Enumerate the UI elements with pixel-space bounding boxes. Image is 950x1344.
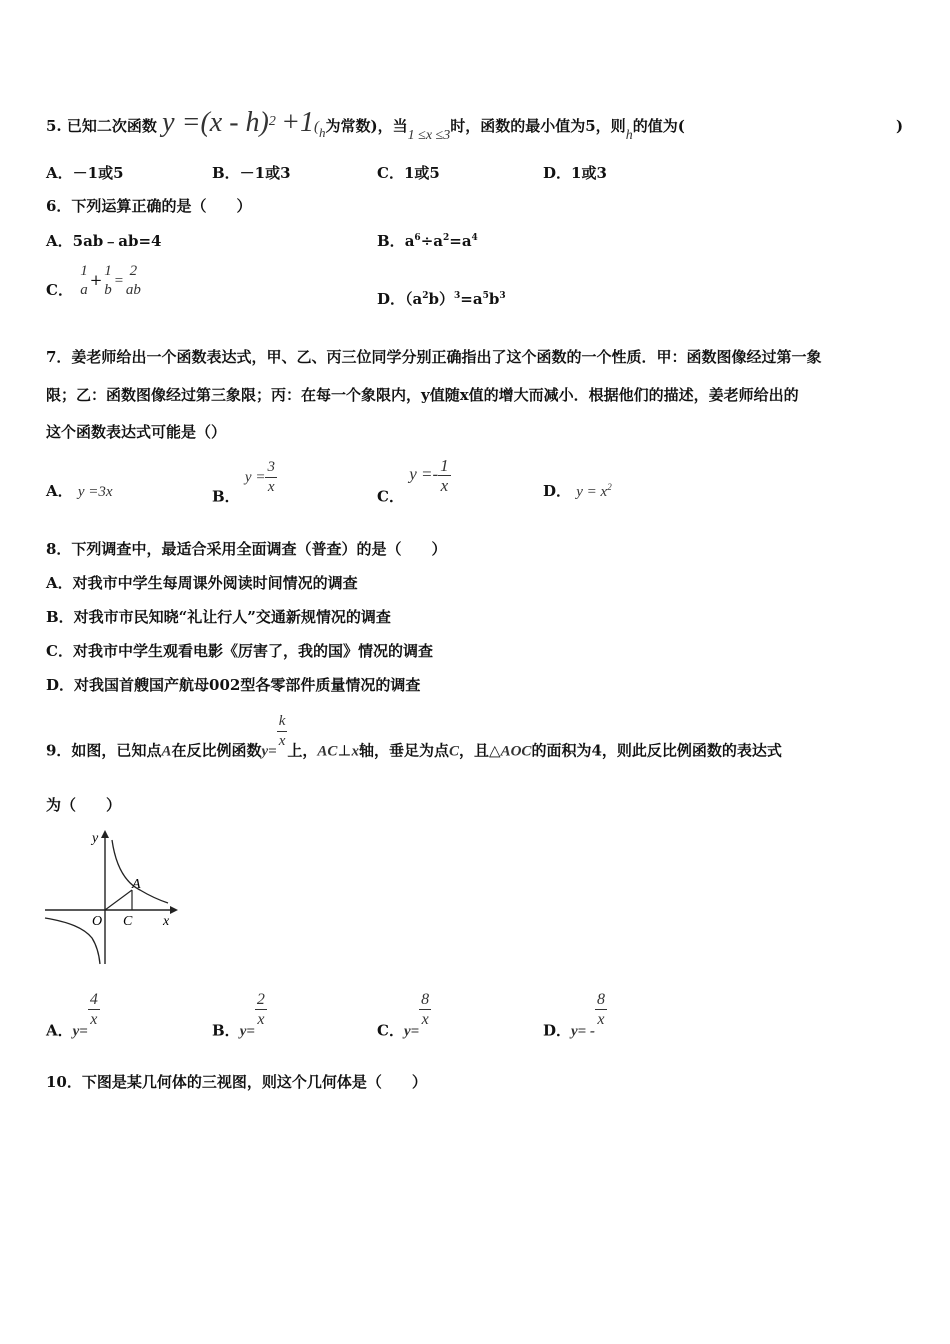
q9-mid3: 轴，垂足为点 — [359, 741, 450, 760]
q7-b-frac — [265, 458, 277, 497]
q6-b-base1: a — [404, 232, 415, 250]
q7-line-2: 限；乙：函数图像经过第三象限；丙：在每一个象限内，y值随x值的增大而减小．根据他们的描述，姜老师给出的 — [46, 386, 799, 404]
q7-d-exp: 2 — [607, 482, 612, 492]
label-o: O — [92, 914, 103, 929]
q9-line-2: 为（ ） — [46, 796, 122, 814]
q7-d-expr: y = x — [576, 484, 608, 500]
q7-line-3: 这个函数表达式可能是（） — [46, 423, 227, 441]
q9-d-num: 8 — [596, 991, 605, 1008]
q9-post: 的面积为4，则此反比例函数的表达式 — [531, 741, 782, 760]
q5-cond: 1 ≤x ≤3 — [407, 128, 451, 143]
q9-mid4: ，且△ — [459, 741, 501, 760]
q9-d-label: D． — [543, 1021, 572, 1040]
q9-point-c: C — [449, 743, 460, 760]
q9-d-den: x — [595, 1009, 607, 1029]
q6-b-base3: =a — [449, 232, 472, 250]
q7-d-label: D． — [543, 482, 572, 500]
q6-c-frac3-den: ab — [125, 282, 141, 298]
q7-c-frac — [438, 456, 451, 495]
q5-paren: ( — [314, 119, 320, 135]
q9-option-d — [543, 990, 607, 1041]
q6-d-exp4: 3 — [499, 291, 506, 301]
q9-c-label: C． — [377, 1021, 404, 1040]
q9-b-lhs: y= — [239, 1023, 255, 1040]
q6-option-a: A．5ab﹣ab=4 — [46, 232, 162, 250]
q7-line-1: 7．姜老师给出一个函数表达式，甲、乙、丙三位同学分别正确指出了这个函数的一个性质．甲：函数图像经过第一象 — [46, 348, 822, 366]
q9-xaxis: x — [351, 743, 360, 760]
q7-option-a — [46, 480, 113, 501]
label-c: C — [123, 914, 133, 929]
q8-option-b: B．对我市市民知晓“礼让行人”交通新规情况的调查 — [46, 608, 391, 626]
q8-option-c: C．对我市中学生观看电影《厉害了，我的国》情况的调查 — [46, 642, 433, 660]
q6-d-exp3: 5 — [482, 291, 489, 301]
q6-d-part2: b） — [428, 290, 455, 308]
q6-c-frac1-num: 1 — [80, 263, 88, 279]
q5-option-d: D．1或3 — [543, 164, 607, 182]
q9-a-num: 4 — [89, 991, 98, 1008]
q9-perp: ⊥ — [337, 741, 352, 760]
q7-b-num: 3 — [267, 459, 275, 475]
q9-c-lhs: y= — [403, 1023, 420, 1040]
q8-option-a: A．对我市中学生每周课外阅读时间情况的调查 — [46, 574, 358, 592]
q8-option-d: D．对我国首艘国产航母002型各零部件质量情况的调查 — [46, 676, 421, 694]
q5-pre: 已知二次函数 — [66, 117, 157, 135]
q5-h1: h — [319, 125, 326, 140]
q9-k: k — [278, 713, 286, 729]
q9-b-den: x — [255, 1009, 267, 1029]
q5-stem — [46, 107, 685, 146]
q6-c-label: C． — [46, 281, 73, 299]
q9-stem-frac — [277, 712, 288, 751]
q9-a-lhs: y= — [72, 1023, 88, 1040]
q6-d-exp1: 2 — [422, 291, 429, 301]
q9-a-label: A． — [46, 1021, 73, 1040]
q7-c-num: 1 — [440, 456, 449, 475]
q6-c-frac1 — [78, 262, 90, 300]
q9-c-den: x — [419, 1009, 431, 1029]
q9-ac: AC — [317, 743, 338, 760]
q6-c-frac2 — [102, 262, 114, 300]
q6-d-part3: =a — [460, 290, 483, 308]
q5-plus: +1 — [281, 107, 315, 138]
q7-c-den: x — [438, 475, 451, 495]
q9-a-den: x — [88, 1009, 100, 1029]
label-y: y — [92, 831, 99, 846]
q6-c-frac3-num: 2 — [129, 263, 138, 279]
q9-option-a — [46, 990, 100, 1041]
q5-mid: 时，函数的最小值为5，则 — [450, 117, 626, 135]
q5-note: 为常数)，当 — [325, 117, 408, 135]
q6-d-part1: （a — [405, 290, 423, 308]
q9-b-num: 2 — [256, 991, 265, 1008]
q5-number: 5. — [46, 117, 62, 135]
q9-x: x — [278, 733, 286, 749]
q9-y: y= — [261, 743, 277, 760]
segment-oa — [105, 890, 132, 910]
q9-a-frac — [88, 990, 100, 1029]
q5-option-a: A．－1或5 — [46, 164, 124, 182]
q6-c-frac2-den: b — [104, 282, 112, 298]
q9-mid2: 上， — [287, 741, 318, 760]
q9-stem — [46, 712, 782, 762]
q6-option-c: C． 1 a + 1 b = 2 ab — [46, 263, 141, 299]
q6-d-exp2: 3 — [454, 291, 461, 301]
q5-option-c: C．1或5 — [377, 164, 440, 182]
q9-pre: 9．如图，已知点 — [46, 741, 162, 760]
q7-b-lhs: y = — [244, 469, 266, 486]
q6-b-exp3: 4 — [471, 233, 478, 243]
q5-formula: y =(x - h) — [162, 107, 269, 138]
q9-b-frac — [255, 990, 267, 1029]
q7-a-label: A． — [46, 482, 73, 500]
label-a: A — [132, 877, 141, 892]
q9-point-a: A — [161, 743, 172, 760]
x-axis-arrow-icon — [170, 906, 178, 914]
q6-d-label: D． — [377, 290, 406, 308]
q9-c-num: 8 — [421, 991, 430, 1008]
q9-option-c — [377, 990, 431, 1041]
q7-c-label: C． — [377, 487, 404, 506]
q7-b-den: x — [265, 477, 277, 497]
q5-exp: 2 — [268, 114, 276, 129]
q6-b-label: B． — [377, 232, 405, 250]
q6-c-frac3 — [124, 262, 143, 300]
q5-close: ) — [896, 117, 904, 135]
q9-option-b — [212, 990, 267, 1041]
q10-stem: 10．下图是某几何体的三视图，则这个几何体是（ ） — [46, 1073, 427, 1091]
q6-option-b — [377, 230, 478, 251]
q8-stem: 8．下列调查中，最适合采用全面调查（普查）的是（ ） — [46, 540, 447, 558]
q7-option-b — [212, 458, 277, 507]
q7-a-expr: y =3x — [77, 484, 113, 500]
q7-c-lhs: y =- — [409, 464, 439, 484]
q7-option-c — [377, 456, 451, 507]
q5-post: 的值为( — [632, 117, 685, 135]
q9-b-label: B． — [212, 1021, 240, 1040]
q7-b-label: B． — [212, 487, 240, 506]
q7-option-d — [543, 480, 612, 501]
q6-c-frac1-den: a — [80, 282, 88, 298]
q6-c-frac2-num: 1 — [104, 263, 112, 279]
label-x: x — [163, 914, 170, 929]
q9-d-frac — [595, 990, 607, 1029]
q6-d-part4: b — [488, 290, 500, 308]
q6-b-exp1: 6 — [414, 233, 421, 243]
curve-branch-1 — [112, 840, 168, 903]
q9-graph — [44, 828, 179, 968]
q9-mid1: 在反比例函数 — [171, 741, 262, 760]
q9-c-frac — [419, 990, 431, 1029]
q6-stem: 6．下列运算正确的是（ ） — [46, 197, 252, 215]
y-axis-arrow-icon — [101, 830, 109, 838]
q6-b-exp2: 2 — [442, 233, 450, 243]
q6-option-d — [377, 288, 506, 309]
q5-option-b: B．－1或3 — [212, 164, 291, 182]
q9-d-lhs: y= - — [571, 1023, 595, 1040]
q6-b-base2: ÷a — [420, 232, 443, 250]
q5-h2: h — [625, 128, 633, 143]
q9-aoc: AOC — [500, 743, 532, 760]
